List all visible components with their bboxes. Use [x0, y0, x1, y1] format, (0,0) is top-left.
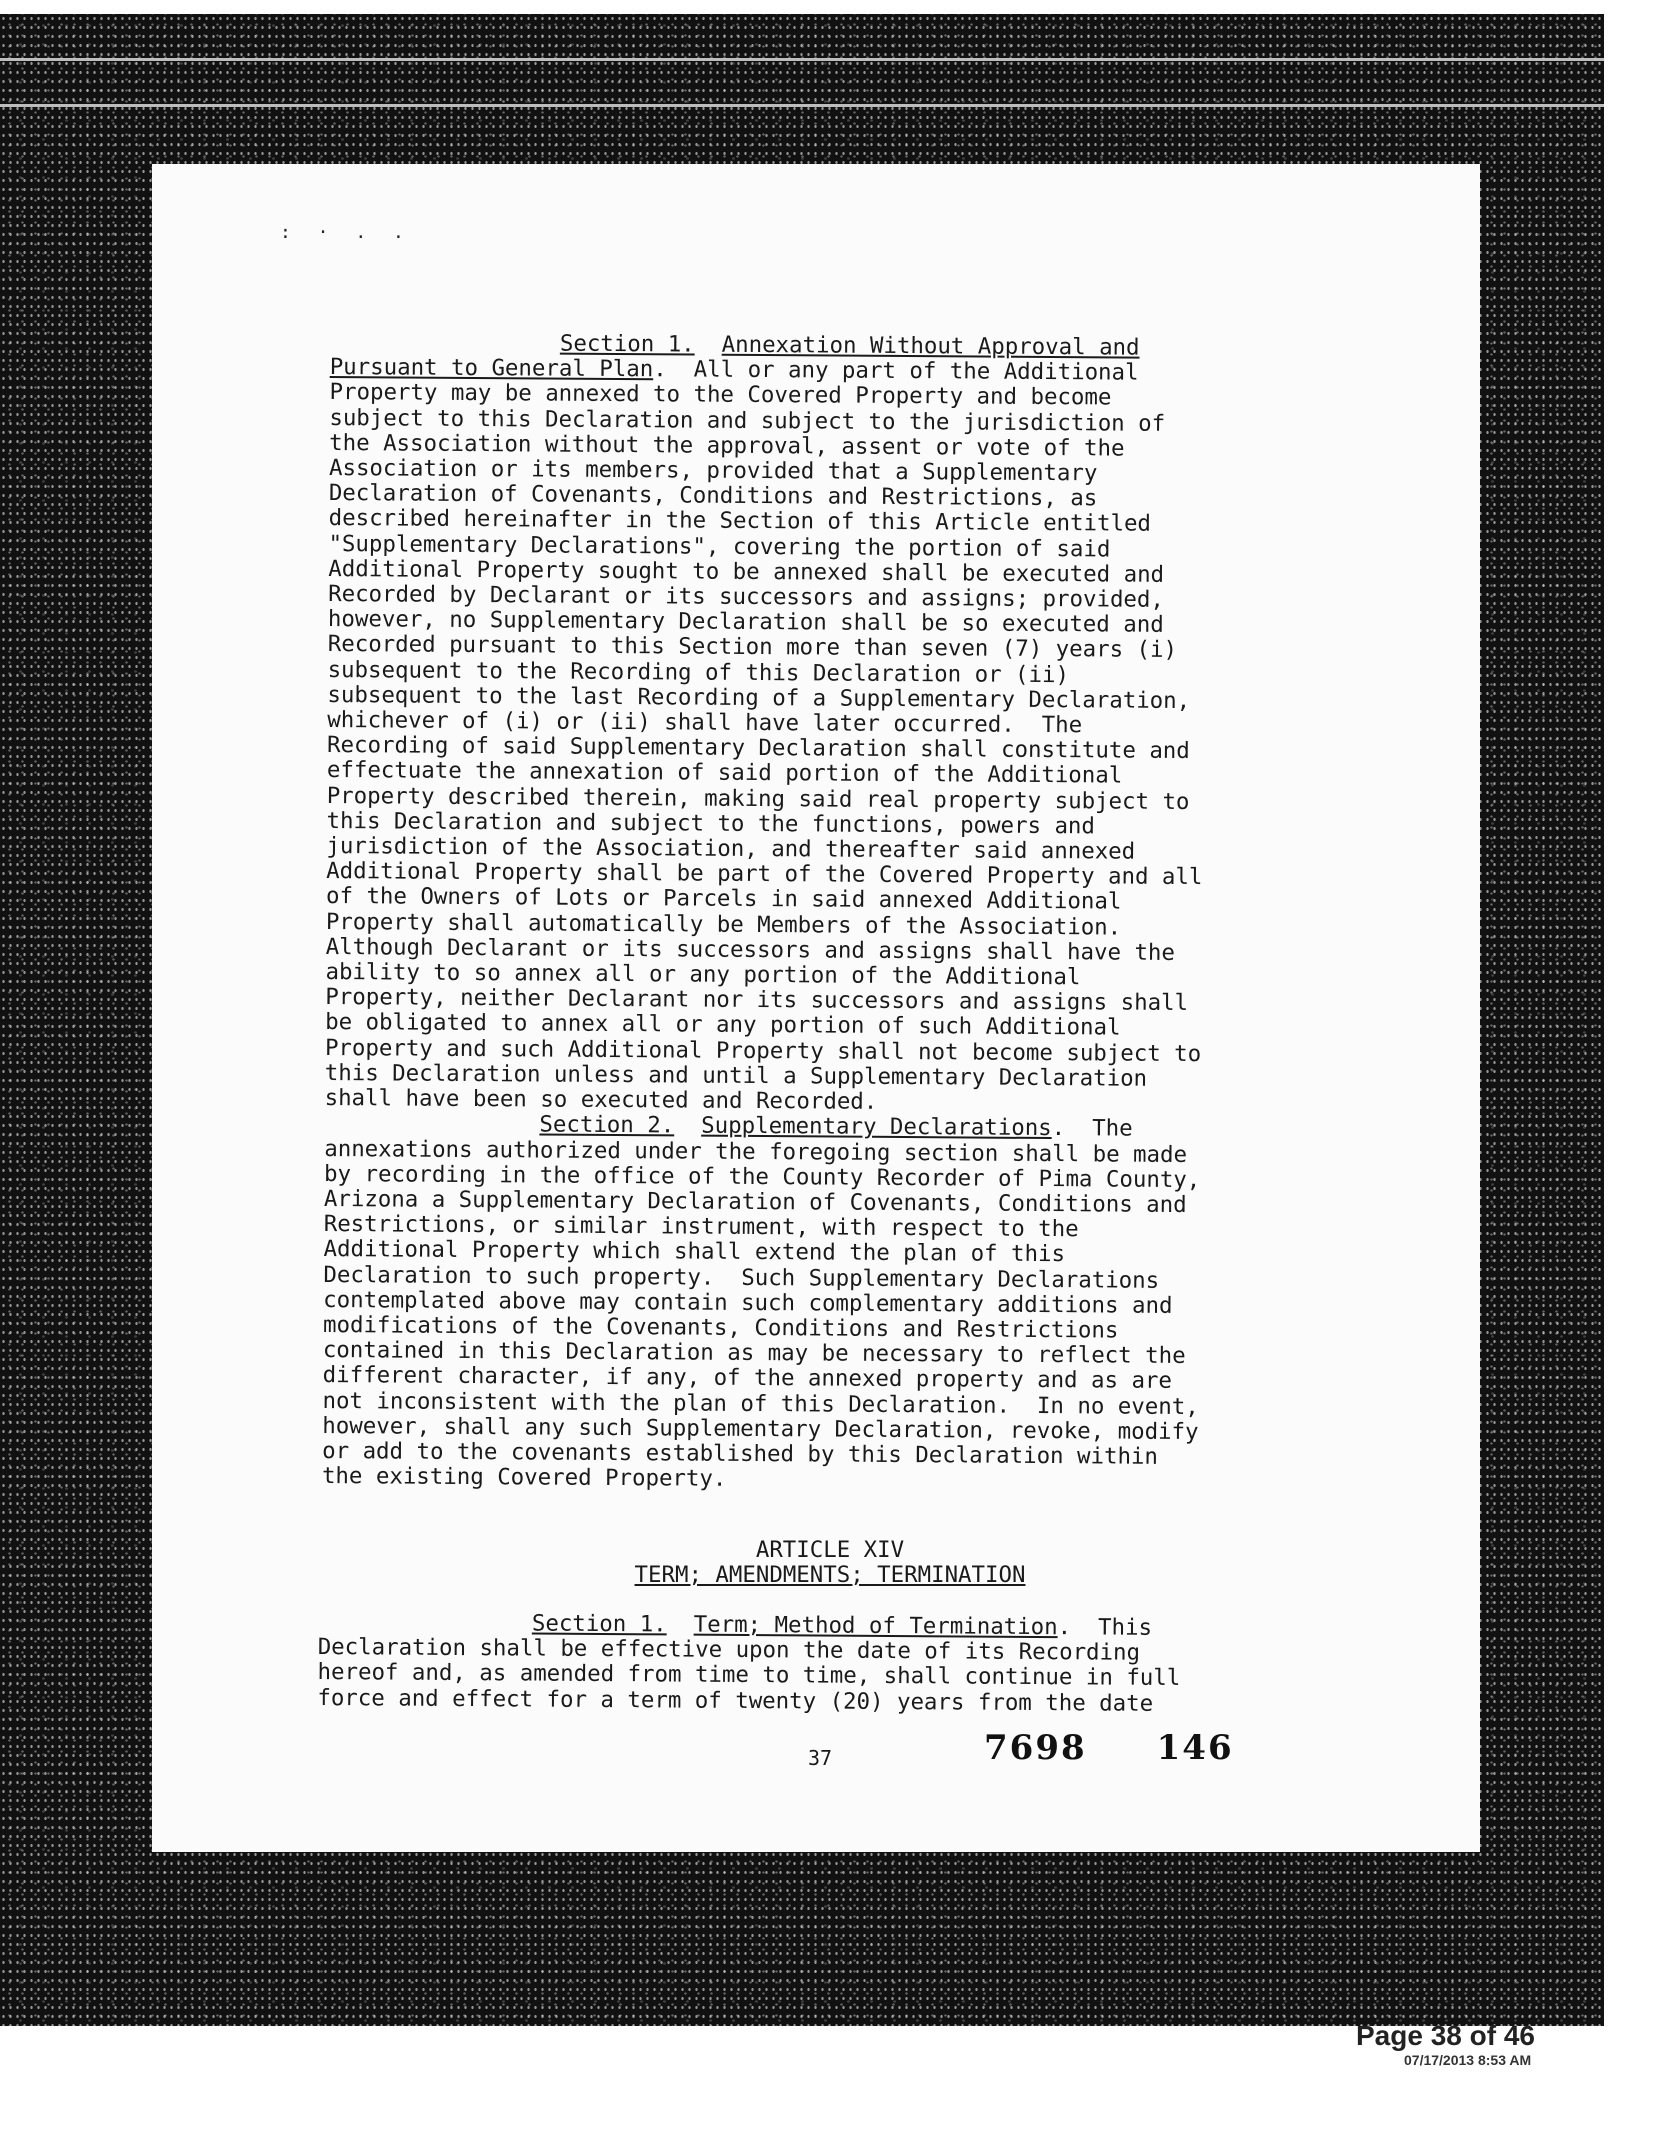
page-indicator: Page 38 of 46: [1356, 2020, 1535, 2051]
term-section-title: Term; Method of Termination: [693, 1611, 1058, 1641]
article-number: ARTICLE XIV: [755, 1537, 905, 1563]
article-title: TERM; AMENDMENTS; TERMINATION: [634, 1562, 1026, 1589]
stamp-page-number: 146: [1156, 1728, 1234, 1768]
article-heading: [330, 1538, 1330, 1588]
term-section-text: [317, 1610, 1328, 1718]
scan-artifact-line: [0, 104, 1604, 107]
section-1-heading: Section 1.: [559, 330, 695, 358]
section-2-body: annexations authorized under the foregoing section shall be made by recording in the office of the County Recorder of Pima County, Arizona a Supplementary Declaration of Covenants, Conditions and Restrictions, or similar instrument, with respect to the Additional Property which shall extend the plan of this Declaration to such property. Such Supplementary Declarations contemplated above may contain such complementary additions and modifications of the Covenants, Conditions and Restrictions contained in this Declaration as may be necessary to reflect the different character, if any, of the annexed property and as are not inconsistent with the plan of this Declaration. In no event, however, shall any such Supplementary Declaration, revoke, modify or add to the covenants established by this Declaration within the existing Covered Property.: [321, 1135, 1201, 1492]
section-2-heading: Section 2.: [539, 1111, 675, 1139]
paper-specks: : · . .: [280, 222, 412, 243]
section-1-body: . All or any part of the Additional Property may be annexed to the Covered Property and become subject to this Declaration and subject to the jurisdiction of the Association without the approval, assent or vote of the Association or its members, provided that a Supplementary Declaration of Covenants, Conditions and Restrictions, as described hereinafter in the Section of this Article entitled "Supplementary Declarations", covering the portion of said Additional Property sought to be annexed shall be executed and Recorded by Declarant or its successors and assigns; provided, however, no Supplementary Declaration shall be so executed and Recorded pursuant to this Section more than seven (7) years (i) subsequent to the Recording of this Declaration or (ii) subsequent to the last Recording of a Supplementary Declaration, whichever of (i) or (ii) shall have later occurred. The Recording of said Supplementary Declaration shall constitute and effectuate the annexation of said portion of the Additional Property described therein, making said real property subject to this Declaration and subject to the functions, powers and jurisdiction of the Association, and thereafter said annexed Additional Property shall be part of the Covered Property and all of the Owners of Lots or Parcels in said annexed Additional Property shall automatically be Members of the Association. Although Declarant or its successors and assigns shall have the ability to so annex all or any portion of the Additional Property, neither Declarant nor its successors and assigns shall be obligated to annex all or any portion of such Additional Property and such Additional Property shall not become subject to this Declaration unless and until a Supplementary Declaration shall have been so executed and Recorded.: [324, 356, 1203, 1115]
term-section-body: Declaration shall be effective upon the date of its Recording hereof and, as amended from time to time, shall continue in full force and effect for a term of twenty (20) years from the date: [317, 1634, 1181, 1717]
timestamp: 07/17/2013 8:53 AM: [1404, 2052, 1532, 2068]
section-2-lead: . The: [1051, 1115, 1133, 1142]
scan-artifact-line: [0, 58, 1604, 61]
term-section-lead: . This: [1057, 1614, 1153, 1641]
page-number: 37: [808, 1746, 833, 1770]
section-1-title-part2: Pursuant to General Plan: [329, 354, 654, 383]
section-2-title: Supplementary Declarations: [701, 1112, 1052, 1142]
recording-stamp: [984, 1728, 1304, 1768]
section-1-title-part1: Annexation Without Approval and: [721, 331, 1140, 361]
term-section-heading: Section 1.: [531, 1610, 667, 1638]
section-1-text: [322, 330, 1330, 1496]
stamp-book-number: 7698: [984, 1728, 1087, 1768]
